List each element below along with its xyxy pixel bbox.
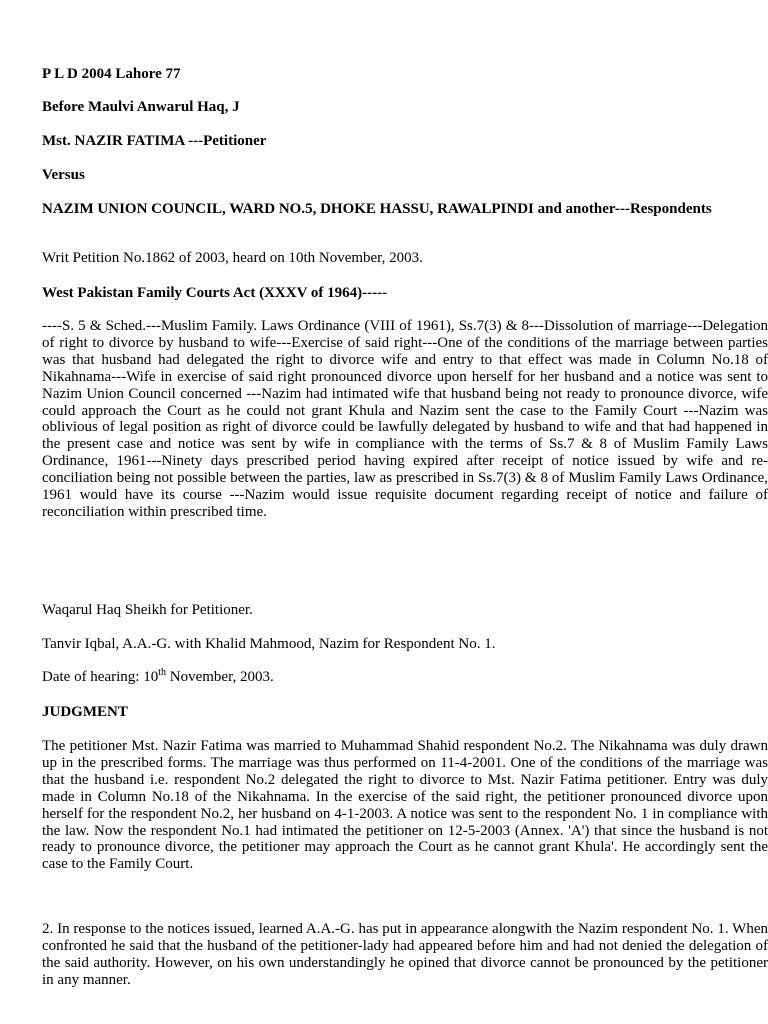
citation: P L D 2004 Lahore 77: [42, 66, 181, 82]
bench: Before Maulvi Anwarul Haq, J: [42, 99, 240, 115]
judgment-paragraph-1: The petitioner Mst. Nazir Fatima was married to Muhammad Shahid respondent No.2. The Nikahnama was duly drawn up in the prescribed forms. The marriage was thus performed on 11-4-2001. One of the conditions of the marriage was that the husband i.e. respondent No.2 delegated the right to divorce to Mst. Nazir Fatima petitioner. Entry was duly made in Column No.18 of the Nikahnama. In the exercise of the said right, the petitioner pronounced divorce upon herself for the respondent No.2, her husband on 4-1-2003. A notice was sent to the respondent No. 1 in compliance with the law. Now the respondent No.1 had intimated the petitioner on 12-5-2003 (Annex. 'A') that since the husband is not ready to pronounce divorce, the petitioner may approach the Court as he cannot grant Khula'. He accordingly sent the case to the Family Court.: [42, 738, 768, 873]
judgment-heading: JUDGMENT: [42, 704, 128, 720]
petitioner: Mst. NAZIR FATIMA ---Petitioner: [42, 133, 267, 149]
writ-petition: Writ Petition No.1862 of 2003, heard on 10th November, 2003.: [42, 250, 423, 266]
hearing-suffix: November, 2003.: [166, 669, 274, 685]
versus: Versus: [42, 167, 85, 183]
date-of-hearing: [42, 669, 274, 686]
counsel-petitioner: Waqarul Haq Sheikh for Petitioner.: [42, 602, 253, 618]
judgment-paragraph-2: 2. In response to the notices issued, learned A.A.-G. has put in appearance alongwith the Nazim respondent No. 1. When confronted he said that the husband of the petitioner-lady had appeared before him and had not denied the delegation of the said authority. However, on his own understandingly he opined that divorce cannot be pronounced by the petitioner in any manner.: [42, 921, 768, 988]
hearing-ordinal-suffix: th: [158, 667, 166, 678]
respondents: NAZIM UNION COUNCIL, WARD NO.5, DHOKE HASSU, RAWALPINDI and another---Respondents: [42, 201, 712, 217]
hearing-prefix: Date of hearing: 10: [42, 669, 159, 685]
headnote: ----S. 5 & Sched.---Muslim Family. Laws Ordinance (VIII of 1961), Ss.7(3) & 8---Dissolution of marriage---Delegation of right to divorce by husband to wife---Exercise of said right---One of the conditions of the marriage between parties was that husband had delegated the right to divorce wife and entry to that effect was made in Column No.18 of Nikahnama---Wife in exercise of said right pronounced divorce upon herself for her husband and a notice was sent to Nazim Union Council concerned ---Nazim had intimated wife that husband being not ready to pronounce divorce, wife could approach the Court as he could not grant Khula and Nazim sent the case to the Family Court ---Nazim was oblivious of legal position as right of divorce could be lawfully delegated by husband to wife and that had happened in the present case and notice was sent by wife in compliance with the terms of Ss.7 & 8 of Muslim Family Laws Ordinance, 1961---Ninety days prescribed period having expired after receipt of notice issued by wife and re-conciliation being not possible between the parties, law as prescribed in Ss.7(3) & 8 of Muslim Family Laws Ordinance, 1961 would have its course ---Nazim would issue requisite document regarding receipt of notice and failure of reconciliation within prescribed time.: [42, 318, 768, 520]
counsel-respondent: Tanvir Iqbal, A.A.-G. with Khalid Mahmood, Nazim for Respondent No. 1.: [42, 636, 496, 652]
act-heading: West Pakistan Family Courts Act (XXXV of 1964)-----: [42, 285, 388, 301]
